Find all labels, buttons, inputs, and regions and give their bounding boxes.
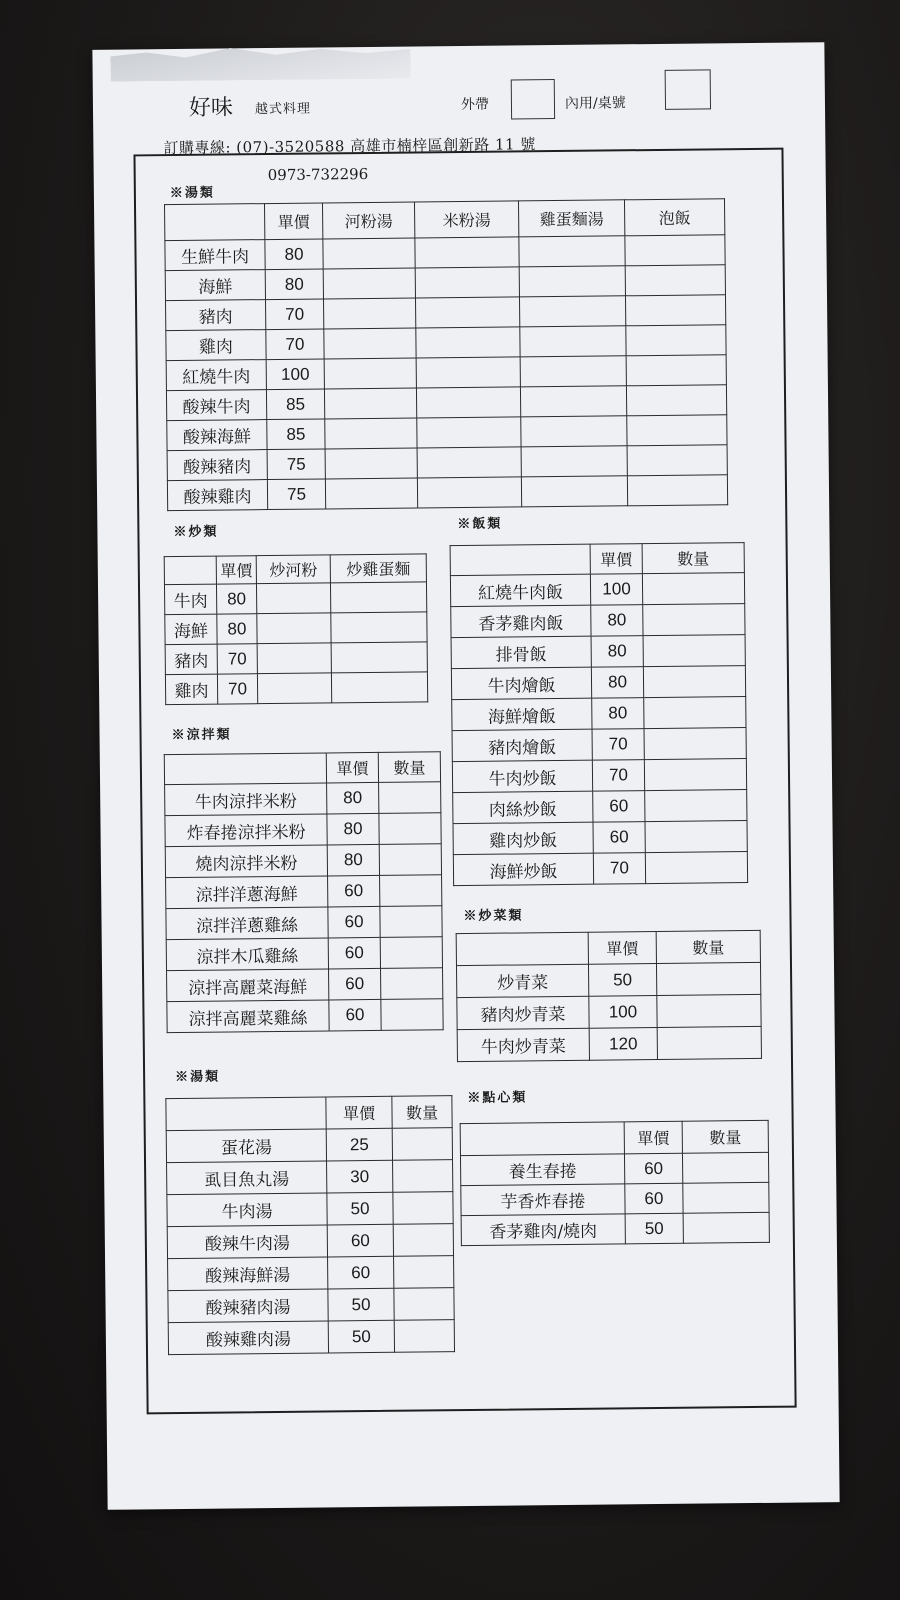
item-name: 牛肉炒青菜 (457, 1028, 589, 1061)
quantity-cell[interactable] (331, 642, 427, 673)
quantity-cell[interactable] (417, 417, 521, 448)
table-row (456, 962, 760, 997)
table-row (452, 759, 746, 793)
column-header: 數量 (642, 543, 744, 574)
column-header: 炒河粉 (256, 555, 330, 584)
item-name: 生鮮牛肉 (165, 240, 265, 271)
column-header (450, 544, 590, 575)
quantity-cell[interactable] (627, 445, 727, 476)
item-price: 60 (328, 875, 380, 907)
item-name: 紅燒牛肉飯 (450, 574, 590, 606)
quantity-cell[interactable] (331, 612, 427, 643)
order-line: 訂購專線: (07)-3520588 高雄市楠梓區創新路 11 號 (163, 135, 536, 158)
snacks-table (460, 1120, 770, 1246)
item-price: 75 (267, 479, 325, 510)
item-price: 80 (591, 636, 643, 668)
item-price: 85 (266, 389, 324, 420)
takeout-label: 外帶 (460, 96, 490, 114)
column-header: 單價 (588, 932, 656, 965)
item-price: 50 (588, 964, 656, 997)
item-name: 芋香炸春捲 (461, 1184, 625, 1216)
quantity-cell[interactable] (394, 1320, 454, 1353)
soup-noodles-table (164, 198, 728, 511)
quantity-cell[interactable] (331, 672, 427, 703)
table-row (167, 475, 727, 511)
quantity-cell[interactable] (381, 968, 443, 1000)
quantity-cell[interactable] (683, 1182, 769, 1213)
quantity-cell[interactable] (520, 326, 626, 357)
quantity-cell[interactable] (656, 962, 760, 995)
table-number-box[interactable] (665, 69, 711, 109)
quantity-cell[interactable] (519, 296, 625, 327)
item-price: 70 (265, 299, 323, 330)
item-name: 酸辣牛肉 (166, 390, 266, 421)
table-row (451, 604, 745, 638)
column-header: 數量 (682, 1120, 768, 1153)
item-price: 80 (327, 782, 379, 814)
item-price: 60 (328, 906, 380, 938)
quantity-cell[interactable] (257, 673, 331, 704)
item-name: 牛肉湯 (167, 1193, 327, 1227)
item-name: 肉絲炒飯 (453, 791, 593, 823)
quantity-cell[interactable] (415, 237, 519, 268)
item-name: 香茅雞肉/燒肉 (461, 1214, 625, 1246)
table-row (453, 852, 747, 886)
quantity-cell[interactable] (415, 297, 519, 328)
item-price: 50 (328, 1320, 394, 1353)
quantity-cell[interactable] (257, 613, 331, 644)
quantity-cell[interactable] (520, 356, 626, 387)
quantity-cell[interactable] (330, 582, 426, 613)
column-header: 單價 (216, 556, 256, 584)
column-header: 米粉湯 (414, 201, 518, 238)
quantity-cell[interactable] (645, 852, 747, 884)
table-row (167, 1160, 453, 1195)
quantity-cell[interactable] (415, 267, 519, 298)
quantity-cell[interactable] (325, 448, 417, 479)
quantity-cell[interactable] (625, 265, 725, 296)
table-header-row (164, 752, 440, 785)
item-name: 牛肉炒飯 (452, 760, 592, 792)
column-header (165, 204, 265, 241)
item-price: 60 (624, 1153, 682, 1184)
item-name: 燒肉涼拌米粉 (165, 845, 327, 878)
column-header: 單價 (590, 544, 642, 575)
quantity-cell[interactable] (625, 295, 725, 326)
item-price: 70 (593, 853, 645, 885)
table-row (165, 672, 427, 705)
quantity-cell[interactable] (626, 355, 726, 386)
item-name: 酸辣雞肉 (167, 480, 267, 511)
table-row (168, 1256, 454, 1291)
section-title-veg: ※炒菜類 (463, 908, 524, 925)
item-name: 酸辣海鮮 (167, 420, 267, 451)
item-name: 豬肉 (166, 300, 266, 331)
item-price: 60 (625, 1183, 683, 1214)
quantity-cell[interactable] (394, 1256, 454, 1289)
quantity-cell[interactable] (393, 1224, 453, 1257)
table-header-row (164, 554, 426, 585)
quantity-cell[interactable] (392, 1128, 452, 1161)
item-price: 60 (328, 937, 380, 969)
soups-table (165, 1095, 455, 1355)
quantity-cell[interactable] (323, 298, 415, 329)
table-row (165, 844, 441, 878)
item-name: 涼拌洋蔥雞絲 (166, 907, 328, 940)
quantity-cell[interactable] (324, 328, 416, 359)
item-name: 酸辣豬肉 (167, 450, 267, 481)
stir-fry-table (164, 553, 429, 705)
quantity-cell[interactable] (519, 236, 625, 267)
quantity-cell[interactable] (257, 643, 331, 674)
item-price: 80 (265, 269, 323, 300)
table-row (167, 1224, 453, 1259)
section-title-soup-noodles: ※湯類 (169, 185, 215, 202)
takeout-checkbox[interactable] (511, 79, 555, 119)
table-row (461, 1212, 769, 1245)
section-title-soups: ※湯類 (175, 1069, 221, 1086)
quantity-cell[interactable] (379, 813, 441, 845)
phone-secondary: 0973-732296 (267, 164, 369, 185)
item-price: 80 (327, 813, 379, 845)
table-header-row (456, 930, 760, 965)
section-title-rice: ※飯類 (457, 516, 503, 533)
quantity-cell[interactable] (379, 782, 441, 814)
quantity-cell[interactable] (682, 1152, 768, 1183)
item-name: 豬肉炒青菜 (457, 996, 589, 1029)
quantity-cell[interactable] (417, 447, 521, 478)
quantity-cell[interactable] (380, 875, 442, 907)
table-row (166, 937, 442, 971)
quantity-cell[interactable] (379, 844, 441, 876)
item-name: 豬肉燴飯 (452, 729, 592, 761)
table-row (167, 968, 443, 1002)
column-header (164, 556, 216, 585)
table-row (165, 642, 427, 675)
item-price: 25 (326, 1128, 392, 1161)
table-row (457, 994, 761, 1029)
section-title-cold-mix: ※涼拌類 (171, 727, 232, 744)
item-price: 85 (267, 419, 325, 450)
item-price: 70 (217, 644, 257, 674)
table-header-row (165, 199, 725, 241)
quantity-cell[interactable] (380, 937, 442, 969)
quantity-cell[interactable] (520, 386, 626, 417)
quantity-cell[interactable] (256, 583, 330, 614)
item-price: 30 (327, 1160, 393, 1193)
shop-subtitle: 越式料理 (254, 101, 312, 118)
table-row (165, 813, 441, 847)
item-name: 牛肉燴飯 (451, 667, 591, 699)
table-row (457, 1026, 761, 1061)
order-form (92, 42, 839, 1510)
item-price: 120 (589, 1028, 657, 1061)
column-header (460, 1122, 624, 1156)
item-name: 涼拌高麗菜海鮮 (167, 969, 329, 1002)
quantity-cell[interactable] (644, 759, 746, 791)
rice-table (450, 542, 749, 886)
column-header: 炒雞蛋麵 (330, 554, 426, 583)
item-name: 海鮮炒飯 (453, 853, 593, 885)
veg-table (456, 930, 762, 1062)
item-price: 80 (216, 584, 256, 614)
item-name: 牛肉 (164, 584, 216, 615)
quantity-cell[interactable] (519, 266, 625, 297)
item-name: 香茅雞肉飯 (451, 605, 591, 637)
quantity-cell[interactable] (627, 415, 727, 446)
item-name: 排骨飯 (451, 636, 591, 668)
item-name: 牛肉涼拌米粉 (165, 783, 327, 816)
item-price: 80 (327, 844, 379, 876)
column-header (164, 753, 326, 785)
quantity-cell[interactable] (521, 416, 627, 447)
item-price: 60 (328, 1256, 394, 1289)
item-price: 100 (590, 574, 642, 606)
item-price: 60 (593, 791, 645, 823)
item-name: 海鮮 (165, 614, 217, 645)
table-row (167, 999, 443, 1033)
table-row (168, 1288, 454, 1323)
quantity-cell[interactable] (644, 728, 746, 760)
quantity-cell[interactable] (645, 790, 747, 822)
quantity-cell[interactable] (626, 325, 726, 356)
item-price: 80 (217, 614, 257, 644)
item-name: 炒青菜 (456, 964, 588, 997)
item-price: 80 (265, 239, 323, 270)
table-row (461, 1182, 769, 1215)
item-price: 50 (327, 1192, 393, 1225)
item-price: 70 (592, 729, 644, 761)
table-row (166, 875, 442, 909)
item-name: 酸辣海鮮湯 (168, 1257, 328, 1291)
table-row (450, 573, 744, 607)
column-header (166, 1097, 326, 1131)
table-header-row (460, 1120, 768, 1155)
item-name: 涼拌木瓜雞絲 (166, 938, 328, 971)
column-header: 單價 (326, 752, 378, 783)
quantity-cell[interactable] (325, 418, 417, 449)
quantity-cell[interactable] (657, 1026, 761, 1059)
table-row (166, 1128, 452, 1163)
item-name: 雞肉 (166, 330, 266, 361)
item-name: 炸春捲涼拌米粉 (165, 814, 327, 847)
table-row (453, 790, 747, 824)
item-price: 60 (329, 968, 381, 1000)
column-header: 單價 (624, 1121, 682, 1154)
quantity-cell[interactable] (416, 327, 520, 358)
column-header: 河粉湯 (322, 202, 414, 239)
quantity-cell[interactable] (521, 446, 627, 477)
item-price: 80 (591, 605, 643, 637)
table-header-row (450, 543, 744, 576)
item-price: 60 (593, 822, 645, 854)
menu-frame (133, 148, 796, 1415)
item-name: 養生春捲 (460, 1154, 624, 1186)
item-name: 豬肉 (165, 644, 217, 675)
quantity-cell[interactable] (642, 573, 744, 605)
quantity-cell[interactable] (393, 1192, 453, 1225)
quantity-cell[interactable] (381, 999, 443, 1031)
quantity-cell[interactable] (644, 697, 746, 729)
item-name: 海鮮 (165, 270, 265, 301)
section-title-snacks: ※點心類 (467, 1090, 528, 1107)
quantity-cell[interactable] (643, 635, 745, 667)
quantity-cell[interactable] (323, 238, 415, 269)
table-row (165, 612, 427, 645)
quantity-cell[interactable] (683, 1212, 769, 1243)
table-row (460, 1152, 768, 1185)
item-name: 海鮮燴飯 (452, 698, 592, 730)
quantity-cell[interactable] (626, 385, 726, 416)
table-row (453, 821, 747, 855)
column-header: 單價 (264, 203, 322, 240)
item-price: 60 (327, 1224, 393, 1257)
column-header (456, 932, 588, 965)
quantity-cell[interactable] (380, 906, 442, 938)
item-price: 50 (328, 1288, 394, 1321)
item-name: 涼拌高麗菜雞絲 (167, 1000, 329, 1033)
quantity-cell[interactable] (416, 357, 520, 388)
table-row (164, 582, 426, 615)
dinein-label: 內用/桌號 (564, 95, 626, 112)
quantity-cell[interactable] (393, 1160, 453, 1193)
quantity-cell[interactable] (323, 268, 415, 299)
quantity-cell[interactable] (416, 387, 520, 418)
column-header: 雞蛋麵湯 (518, 200, 624, 237)
quantity-cell[interactable] (645, 821, 747, 853)
quantity-cell[interactable] (324, 358, 416, 389)
column-header: 數量 (656, 930, 760, 963)
item-price: 70 (266, 329, 324, 360)
quantity-cell[interactable] (657, 994, 761, 1027)
table-row (167, 1192, 453, 1227)
quantity-cell[interactable] (643, 666, 745, 698)
item-price: 60 (329, 999, 381, 1031)
item-name: 酸辣豬肉湯 (168, 1289, 328, 1323)
table-row (452, 697, 746, 731)
column-header: 數量 (392, 1096, 452, 1129)
item-price: 70 (592, 760, 644, 792)
item-price: 80 (592, 698, 644, 730)
item-name: 酸辣雞肉湯 (168, 1321, 328, 1355)
item-name: 虱目魚丸湯 (167, 1161, 327, 1195)
item-price: 50 (625, 1213, 683, 1244)
table-row (165, 782, 441, 816)
item-price: 100 (266, 359, 324, 390)
item-price: 100 (589, 996, 657, 1029)
quantity-cell[interactable] (417, 477, 521, 508)
item-name: 紅燒牛肉 (166, 360, 266, 391)
table-row (452, 728, 746, 762)
shop-name: 好味 (188, 95, 234, 121)
quantity-cell[interactable] (521, 476, 627, 507)
column-header: 泡飯 (624, 199, 724, 236)
section-title-stir-fry: ※炒類 (173, 524, 219, 541)
cold-mix-table (164, 751, 444, 1033)
quantity-cell[interactable] (643, 604, 745, 636)
quantity-cell[interactable] (325, 478, 417, 509)
table-header-row (166, 1096, 452, 1131)
item-name: 雞肉 (165, 674, 217, 705)
column-header: 數量 (378, 752, 440, 783)
quantity-cell[interactable] (627, 475, 727, 506)
item-price: 70 (217, 674, 257, 704)
item-name: 酸辣牛肉湯 (167, 1225, 327, 1259)
item-name: 雞肉炒飯 (453, 822, 593, 854)
item-price: 80 (591, 667, 643, 699)
quantity-cell[interactable] (625, 235, 725, 266)
table-row (451, 635, 745, 669)
item-name: 蛋花湯 (166, 1129, 326, 1163)
item-price: 75 (267, 449, 325, 480)
item-name: 涼拌洋蔥海鮮 (166, 876, 328, 909)
quantity-cell[interactable] (394, 1288, 454, 1321)
table-row (451, 666, 745, 700)
quantity-cell[interactable] (324, 388, 416, 419)
table-row (166, 906, 442, 940)
column-header: 單價 (326, 1096, 392, 1129)
table-row (168, 1320, 454, 1355)
